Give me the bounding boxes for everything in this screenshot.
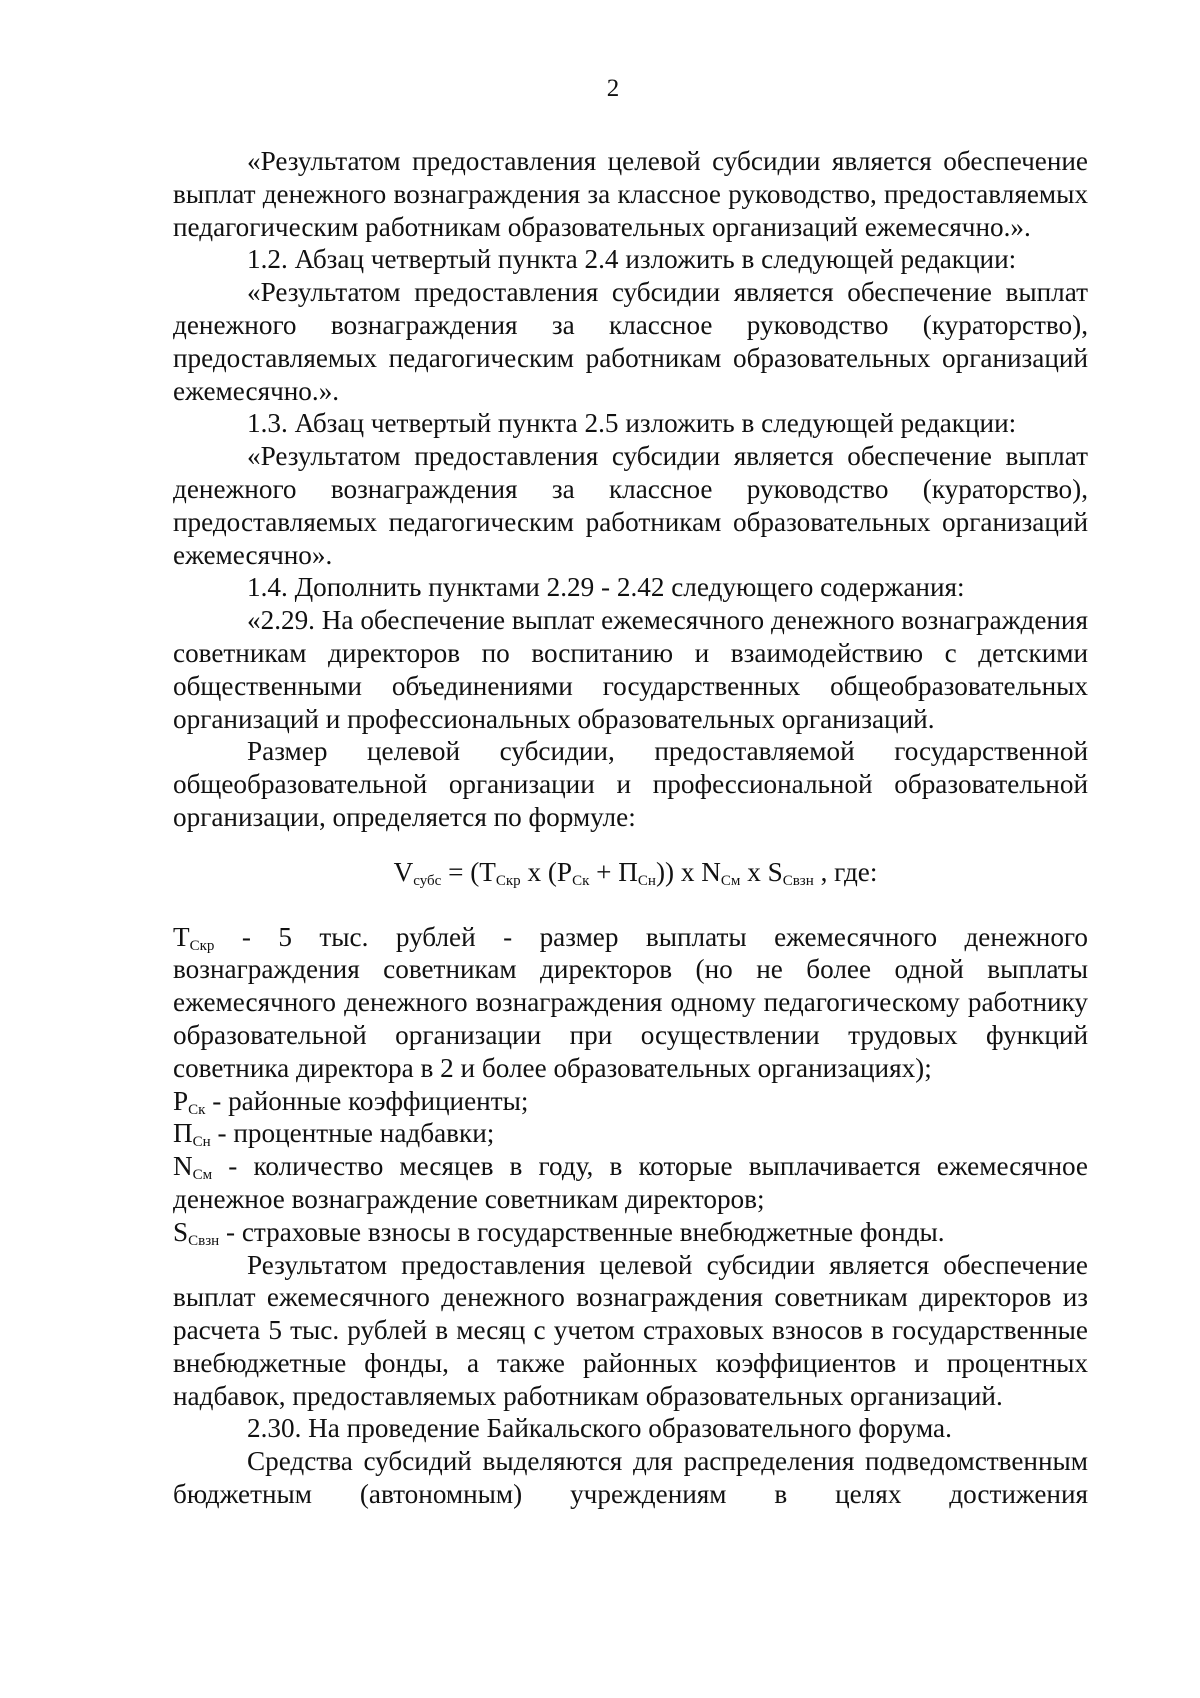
definition-pi bbox=[173, 1117, 1088, 1150]
paragraph-2-29: «2.29. На обеспечение выплат ежемесячного денежного вознаграждения советникам директоров по воспитанию и взаимодействию с детскими общественными объединениями государственных общеобразовательных организаций и профессиональных образовательных организаций. bbox=[173, 605, 1088, 734]
page-number: 2 bbox=[606, 75, 620, 102]
definition-subscript: Свзн bbox=[188, 1232, 220, 1249]
formula-s-sub: Свзн bbox=[782, 872, 814, 889]
definition-subscript: См bbox=[192, 1167, 213, 1184]
paragraph-result-advisors: Результатом предоставления целевой субсидии является обеспечение выплат ежемесячного денежного вознаграждения советникам директоров из расчета 5 тыс. рублей в месяц с учетом страховых взносов в государственные внебюджетные фонды, а также районных коэффициентов и процентных надбавок, предоставляемых работникам образовательных организаций. bbox=[173, 1249, 1088, 1411]
definition-symbol: П bbox=[173, 1118, 193, 1149]
formula-x-s: x S bbox=[740, 856, 783, 887]
definition-symbol: P bbox=[173, 1085, 189, 1116]
definition-symbol: T bbox=[173, 921, 190, 952]
definition-p bbox=[173, 1085, 1088, 1118]
formula-v-sub: субс bbox=[413, 872, 442, 889]
paragraph-funds: Средства субсидий выделяются для распределения подведомственным бюджетным (автономным) учреждениям в целях достижения bbox=[173, 1446, 1088, 1510]
definition-symbol: S bbox=[173, 1216, 189, 1247]
definition-subscript: Ск bbox=[188, 1101, 206, 1118]
paragraph-item-1-4: 1.4. Дополнить пунктами 2.29 - 2.42 следующего содержания: bbox=[247, 572, 965, 603]
formula-v: V bbox=[393, 856, 414, 887]
definition-text: - страховые взносы в государственные внебюджетные фонды. bbox=[219, 1216, 945, 1247]
paragraph-2-30: 2.30. На проведение Байкальского образовательного форума. bbox=[247, 1413, 952, 1444]
paragraph-item-1-2: 1.2. Абзац четвертый пункта 2.4 изложить в следующей редакции: bbox=[247, 244, 1017, 275]
formula-close-x: )) x N bbox=[655, 856, 721, 887]
document-body bbox=[173, 145, 1088, 1511]
definition-n bbox=[173, 1150, 1088, 1216]
formula-n-sub: См bbox=[720, 872, 741, 889]
paragraph-item-1-3: 1.3. Абзац четвертый пункта 2.5 изложить в следующей редакции: bbox=[247, 408, 1017, 439]
formula-p-sub: Ск bbox=[572, 872, 590, 889]
formula-eq-open: = (T bbox=[441, 856, 496, 887]
paragraph-result-targeted: «Результатом предоставления целевой субсидии является обеспечение выплат денежного вознаграждения за классное руководство, предоставляемых педагогическим работникам образовательных организаций ежемесячно.». bbox=[173, 146, 1088, 242]
paragraph-result-2-4: «Результатом предоставления субсидии является обеспечение выплат денежного вознаграждения за классное руководство (кураторство), предоставляемых педагогическим работникам образовательных организаций ежемесячно.». bbox=[173, 277, 1088, 406]
paragraph-subsidy-size: Размер целевой субсидии, предоставляемой государственной общеобразовательной организации и профессиональной образовательной организации, определяется по формуле: bbox=[173, 736, 1088, 832]
formula-t-sub: Скр bbox=[495, 872, 521, 889]
definition-t bbox=[173, 921, 1088, 1085]
paragraph-result-2-5: «Результатом предоставления субсидии является обеспечение выплат денежного вознаграждения за классное руководство (кураторство), предоставляемых педагогическим работникам образовательных организаций ежемесячно». bbox=[173, 441, 1088, 570]
formula-plus: + П bbox=[589, 856, 638, 887]
formula-pi-sub: Сн bbox=[637, 872, 656, 889]
definition-text: - количество месяцев в году, в которые выплачивается ежемесячное денежное вознаграждение советникам директоров; bbox=[173, 1151, 1088, 1214]
definition-s bbox=[173, 1216, 1088, 1249]
formula-x-open: x (P bbox=[520, 856, 573, 887]
definition-subscript: Скр bbox=[189, 937, 215, 954]
definition-text: - процентные надбавки; bbox=[210, 1118, 495, 1149]
definition-symbol: N bbox=[173, 1151, 193, 1182]
formula bbox=[173, 856, 1088, 889]
definition-text: - районные коэффициенты; bbox=[205, 1085, 529, 1116]
definition-text: - 5 тыс. рублей - размер выплаты ежемесячного денежного вознаграждения советникам директоров (но не более одной выплаты ежемесячного денежного вознаграждения одному педагогическому работнику образовательной организации при осуществлении трудовых функций советника директора в 2 и более образовательных организациях); bbox=[173, 921, 1088, 1083]
formula-where: , где: bbox=[813, 856, 878, 887]
definition-subscript: Сн bbox=[192, 1134, 211, 1151]
